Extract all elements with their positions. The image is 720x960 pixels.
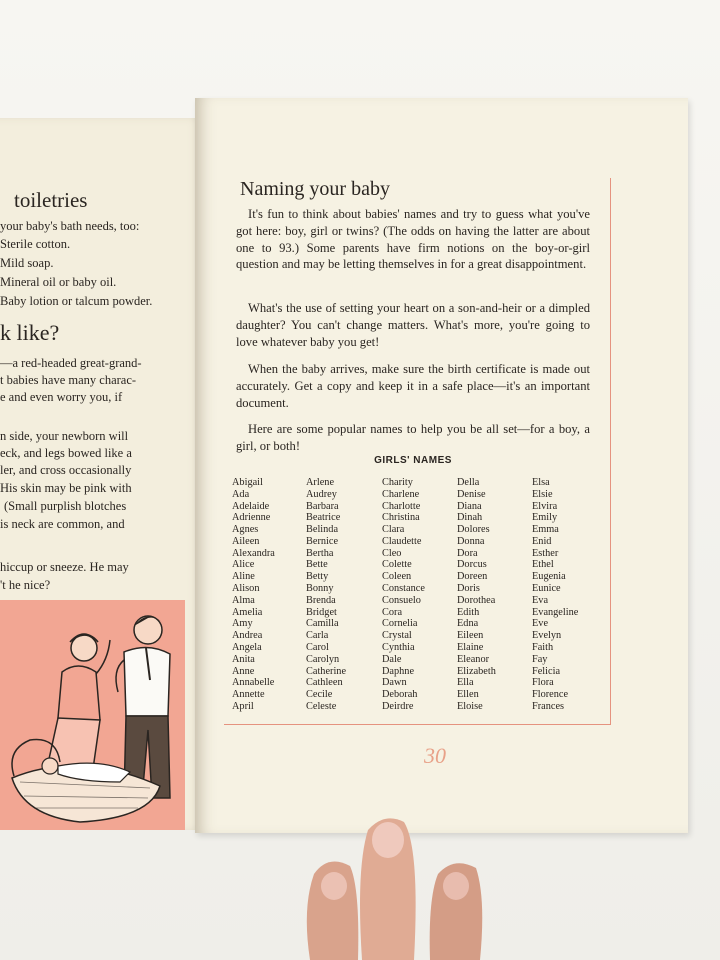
paragraph-intro: It's fun to think about babies' names and try to guess what you've got here: boy, girl or twins? (The odds on having the latter are about one to 93.) Some parents have firm notions on the boy-or-girl question and may be letting themselves in for a great disappointment. [236, 207, 590, 272]
list-item: Brenda [306, 594, 336, 606]
list-item: Alma [232, 594, 255, 606]
list-item: Dinah [457, 512, 483, 524]
list-item: Dorcus [457, 559, 487, 571]
list-item: Mineral oil or baby oil. [0, 275, 117, 289]
list-item: Ella [457, 677, 474, 689]
list-item: Faith [532, 641, 554, 653]
list-item: Elvira [532, 500, 558, 512]
list-item: Barbara [306, 500, 339, 512]
list-item: Cleo [382, 547, 402, 559]
list-item: April [232, 700, 254, 712]
list-item: Edna [457, 618, 479, 630]
heading-look: k like? [0, 320, 60, 345]
left-line: —a red-headed great-grand- [0, 356, 142, 370]
page-number: 30 [424, 743, 446, 768]
list-item: Adelaide [232, 500, 270, 512]
list-item: Evelyn [532, 630, 562, 642]
left-line: ler, and cross occasionally [0, 463, 132, 477]
list-item: Enid [532, 535, 552, 547]
list-item: Aileen [232, 535, 260, 547]
list-item: Dale [382, 653, 402, 665]
left-page [0, 118, 205, 830]
list-item: Cecile [306, 689, 333, 701]
list-item: Eloise [457, 700, 483, 712]
page-title: Naming your baby [240, 178, 390, 200]
list-item: Charity [382, 477, 413, 488]
list-item: Anne [232, 665, 255, 677]
girls-names-heading: GIRLS' NAMES [374, 455, 452, 466]
parents-illustration [0, 600, 185, 830]
toiletries-intro: your baby's bath needs, too: [0, 219, 140, 233]
list-item: Celeste [306, 700, 337, 712]
list-item: Denise [457, 488, 486, 500]
list-item: Betty [306, 571, 329, 583]
list-item: Dorothea [457, 594, 496, 606]
list-item: Belinda [306, 524, 339, 536]
list-item: Della [457, 477, 480, 488]
names-column-3 [382, 477, 425, 713]
left-line: hiccup or sneeze. He may [0, 560, 129, 574]
list-item: Andrea [232, 630, 263, 642]
list-item: Abigail [232, 477, 263, 488]
list-item: Eileen [457, 630, 484, 642]
list-item: Bertha [306, 547, 334, 559]
paragraph-popular-names: Here are some popular names to help you be all set—for a boy, a girl, or both! [236, 422, 590, 453]
list-item: Bridget [306, 606, 337, 618]
list-item: Florence [532, 689, 569, 701]
list-item: Doreen [457, 571, 488, 583]
list-item: Camilla [306, 618, 339, 630]
list-item: Daphne [382, 665, 415, 677]
list-item: Audrey [306, 488, 337, 500]
paragraph-birth-certificate: When the baby arrives, make sure the birth certificate is made out accurately. Get a copy and keep it in a safe place—it's an important document. [236, 362, 590, 410]
list-item: Alice [232, 559, 255, 571]
list-item: Dawn [382, 677, 407, 689]
list-item: Bonny [306, 583, 334, 595]
list-item: Doris [457, 583, 480, 595]
list-item: Elsie [532, 488, 553, 500]
list-item: Flora [532, 677, 554, 689]
list-item: Alexandra [232, 547, 275, 559]
left-line: t babies have many charac- [0, 373, 137, 387]
list-item: Crystal [382, 630, 412, 642]
list-item: Ellen [457, 689, 479, 701]
list-item: Clara [382, 524, 405, 536]
list-item: Edith [457, 606, 480, 618]
list-item: Elizabeth [457, 665, 496, 677]
list-item: Elaine [457, 641, 484, 653]
list-item: Deborah [382, 689, 418, 701]
list-item: Arlene [306, 477, 335, 488]
paragraph-son-heir: What's the use of setting your heart on a son-and-heir or a dimpled daughter? You can't change matters. What's more, you're going to love whatever baby you get! [236, 301, 590, 349]
list-item: Amy [232, 618, 253, 630]
left-line: (Small purplish blotches [4, 499, 127, 513]
list-item: Fay [532, 653, 548, 665]
list-item: Bette [306, 559, 328, 571]
left-line: e and even worry you, if [0, 390, 123, 404]
list-item: Eve [532, 618, 549, 630]
list-item: Claudette [382, 535, 422, 547]
list-item: Baby lotion or talcum powder. [0, 294, 153, 308]
heading-toiletries: toiletries [14, 188, 88, 212]
list-item: Catherine [306, 665, 347, 677]
left-line: His skin may be pink with [0, 481, 132, 495]
names-column-1 [232, 477, 275, 713]
list-item: Charlene [382, 488, 420, 500]
list-item: Dora [457, 547, 478, 559]
list-item: Eleanor [457, 653, 490, 665]
list-item: Annabelle [232, 677, 275, 689]
list-item: Cynthia [382, 641, 415, 653]
left-line: eck, and legs bowed like a [0, 446, 132, 460]
list-item: Beatrice [306, 512, 341, 524]
list-item: Deirdre [382, 700, 414, 712]
list-item: Constance [382, 583, 425, 595]
parents-baby-drawing [0, 600, 185, 830]
list-item: Frances [532, 700, 565, 712]
list-item: Colette [382, 559, 412, 571]
list-item: Eugenia [532, 571, 566, 583]
list-item: Evangeline [532, 606, 579, 618]
list-item: Felicia [532, 665, 561, 677]
list-item: Anita [232, 653, 255, 665]
list-item: Diana [457, 500, 482, 512]
list-item: Donna [457, 535, 485, 547]
list-item: Christina [382, 512, 420, 524]
list-item: Aline [232, 571, 255, 583]
list-item: Cathleen [306, 677, 343, 689]
left-line: n side, your newborn will [0, 429, 129, 443]
left-line: 't he nice? [0, 578, 51, 592]
list-item: Coleen [382, 571, 412, 583]
names-column-2 [306, 477, 346, 713]
hand-fingers [280, 808, 520, 960]
list-item: Annette [232, 689, 265, 701]
list-item: Ada [232, 488, 250, 500]
list-item: Alison [232, 583, 260, 595]
list-item: Adrienne [232, 512, 271, 524]
list-item: Ethel [532, 559, 554, 571]
list-item: Elsa [532, 477, 550, 488]
list-item: Carol [306, 641, 329, 653]
list-item: Cora [382, 606, 403, 618]
list-item: Emma [532, 524, 559, 536]
list-item: Consuelo [382, 594, 421, 606]
list-item: Eva [532, 594, 549, 606]
names-column-5 [532, 477, 578, 713]
left-line: is neck are common, and [0, 517, 125, 531]
list-item: Eunice [532, 583, 561, 595]
list-item: Cornelia [382, 618, 418, 630]
list-item: Angela [232, 641, 262, 653]
list-item: Carolyn [306, 653, 340, 665]
list-item: Sterile cotton. [0, 237, 71, 251]
names-column-4 [457, 477, 496, 713]
list-item: Emily [532, 512, 558, 524]
list-item: Amelia [232, 606, 263, 618]
list-item: Esther [532, 547, 559, 559]
list-item: Bernice [306, 535, 339, 547]
list-item: Mild soap. [0, 256, 54, 270]
list-item: Carla [306, 630, 329, 642]
list-item: Agnes [232, 524, 259, 536]
list-item: Dolores [457, 524, 490, 536]
list-item: Charlotte [382, 500, 421, 512]
